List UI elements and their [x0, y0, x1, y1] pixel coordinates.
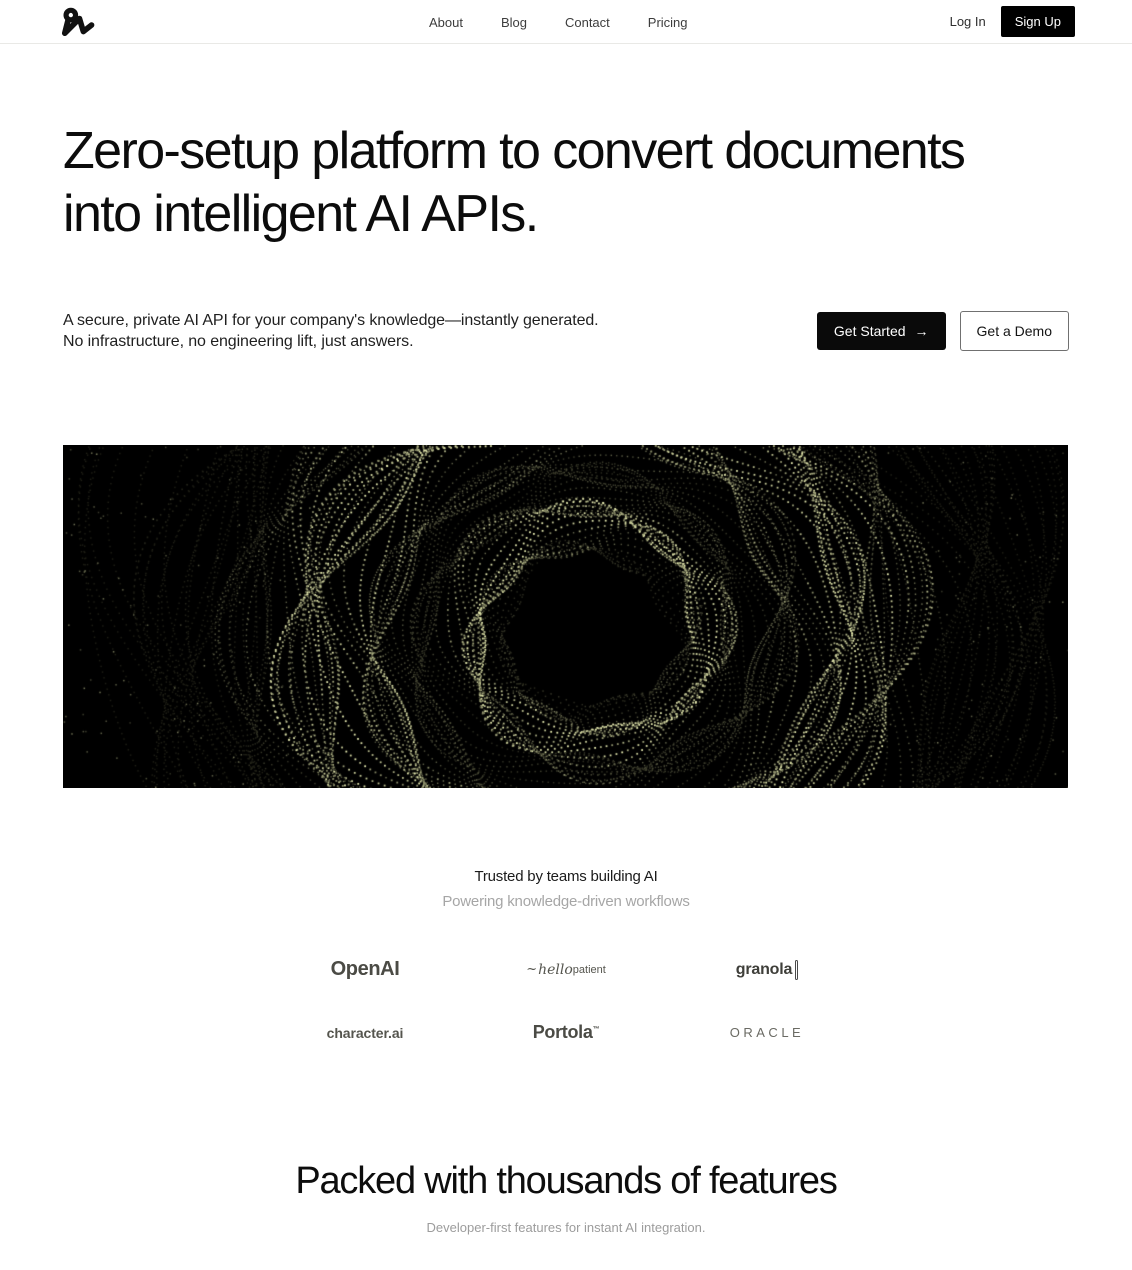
- granola-logo: granola: [735, 960, 793, 978]
- brand-logo-hellopatient: [466, 938, 667, 1001]
- trusted-subtitle: Powering knowledge-driven workflows: [442, 893, 690, 911]
- nav-links: [429, 0, 688, 44]
- features-section: [0, 1160, 1132, 1259]
- brand-logo-granola: [667, 938, 868, 1001]
- get-started-button[interactable]: [817, 312, 946, 350]
- reducto-mark-icon: [57, 5, 95, 39]
- hellopatient-squiggle-icon: ~: [526, 962, 538, 978]
- hero-heading-line1: Zero-setup platform to convert documents: [63, 122, 965, 180]
- portola-logo: Portola™: [532, 1022, 600, 1043]
- nav-link-contact[interactable]: Contact: [564, 14, 610, 30]
- text-cursor-icon: [795, 960, 798, 980]
- brand-logo-portola: [466, 1001, 667, 1064]
- brand-logo[interactable]: [57, 5, 95, 39]
- nav-link-about[interactable]: About: [428, 14, 463, 30]
- get-demo-button[interactable]: Get a Demo: [960, 311, 1069, 351]
- nav-actions: [950, 6, 1075, 37]
- hellopatient-script: hello: [538, 961, 573, 978]
- hero-subheading-line2: No infrastructure, no engineering lift, just answers.: [63, 333, 414, 351]
- features-subheading: Developer-first features for instant AI integration.: [426, 1220, 706, 1236]
- nav-link-pricing[interactable]: Pricing: [647, 14, 688, 30]
- hero-subrow: [63, 310, 1069, 353]
- oracle-logo: ORACLE: [729, 1025, 805, 1041]
- hero-heading: [63, 120, 1069, 246]
- characterai-logo: character.ai: [326, 1024, 404, 1041]
- brand-logo-openai: [265, 938, 466, 1001]
- hero-particle-vortex: [63, 445, 1068, 788]
- arrow-right-icon: →: [914, 323, 929, 340]
- brand-logo-oracle: [667, 1001, 868, 1064]
- trusted-title: Trusted by teams building AI: [474, 868, 658, 886]
- brand-logo-grid: [0, 938, 1132, 1064]
- login-link[interactable]: Log In: [949, 14, 986, 29]
- openai-logo: OpenAI: [330, 958, 400, 981]
- portola-trademark: ™: [592, 1026, 600, 1034]
- hero-subheading: [63, 310, 599, 353]
- hellopatient-plain: patient: [572, 963, 606, 976]
- brand-logo-characterai: [265, 1001, 466, 1064]
- trusted-section: [0, 868, 1132, 1064]
- hero-section: [0, 120, 1132, 788]
- hero-heading-line2: into intelligent AI APIs.: [63, 184, 538, 243]
- features-heading: Packed with thousands of features: [295, 1160, 837, 1203]
- cta-group: [817, 311, 1069, 351]
- get-started-label: Get Started: [833, 323, 906, 340]
- signup-button[interactable]: Sign Up: [1001, 6, 1075, 37]
- top-nav: [0, 0, 1132, 44]
- hero-subheading-line1: A secure, private AI API for your company's knowledge—instantly generated.: [63, 311, 599, 329]
- nav-link-blog[interactable]: Blog: [500, 14, 527, 30]
